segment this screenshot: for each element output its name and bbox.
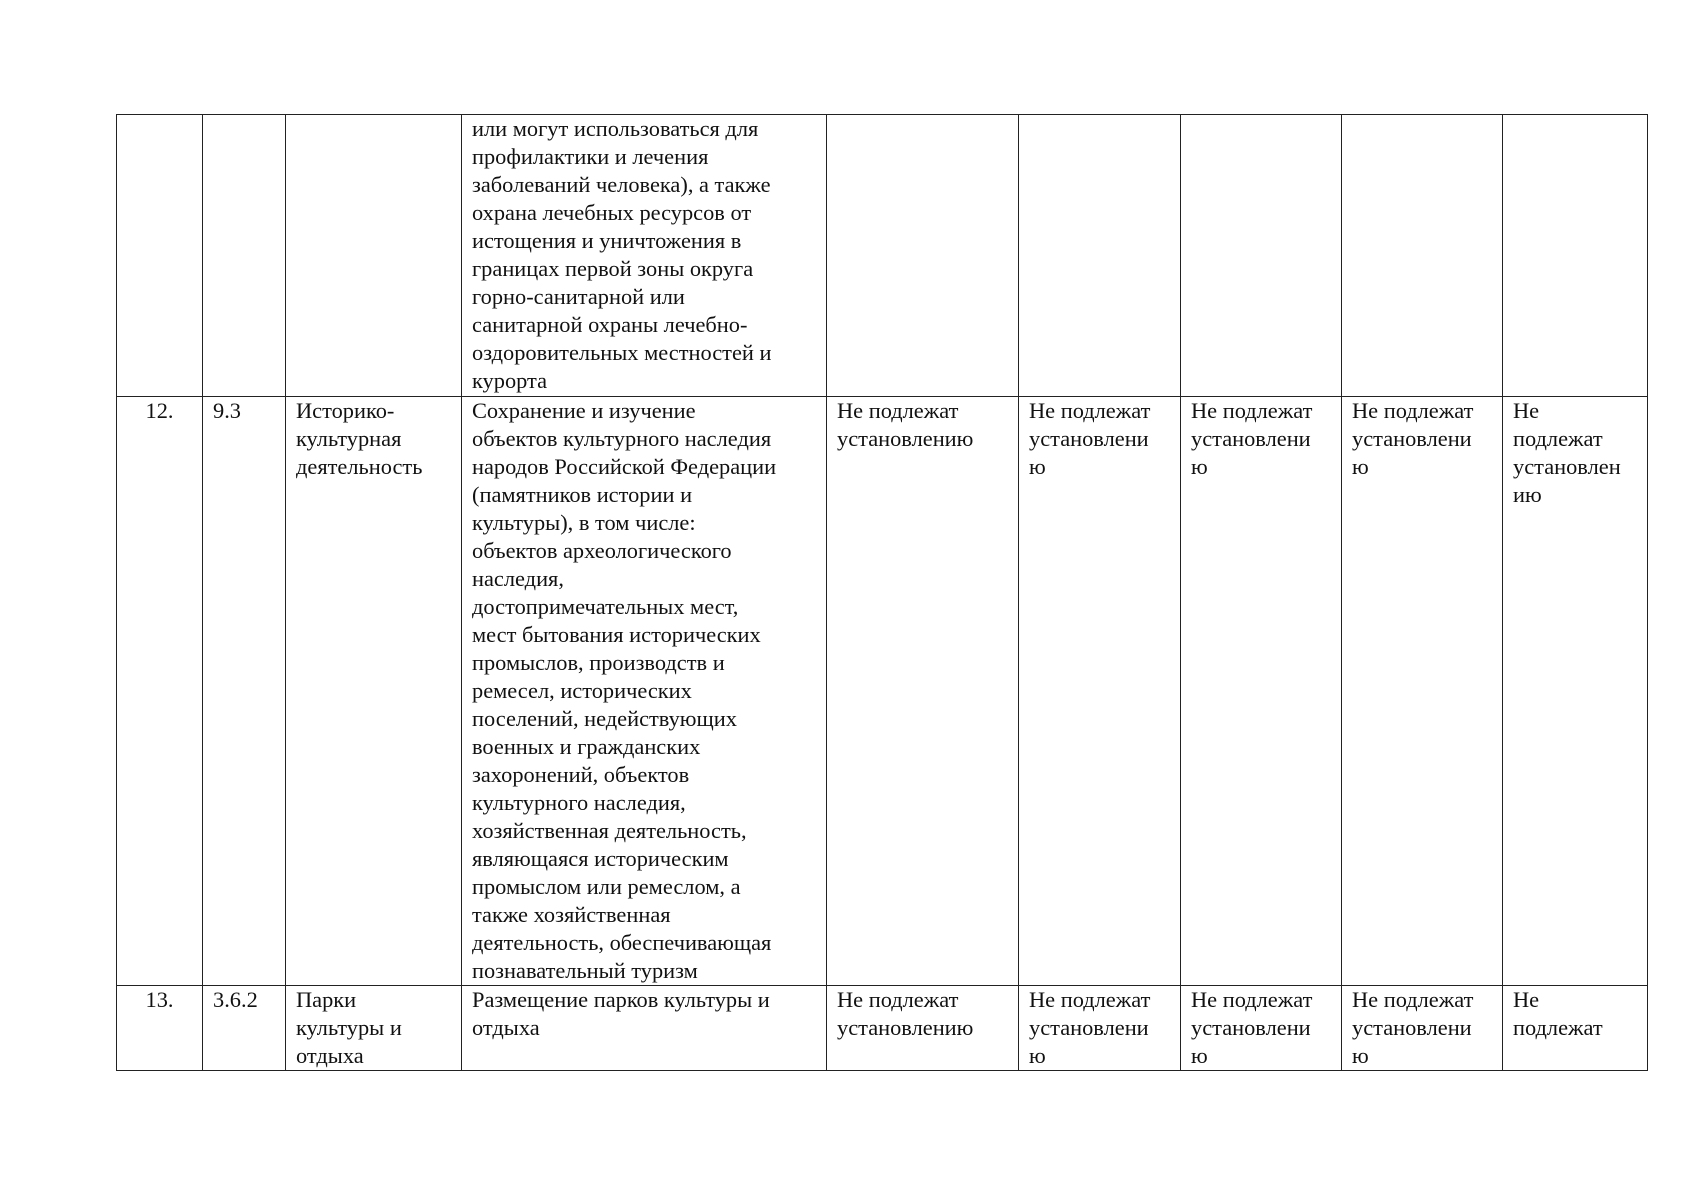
use-code: 3.6.2: [213, 987, 258, 1012]
row-number-cell: [117, 115, 203, 397]
code-cell: [203, 115, 286, 397]
param-value: Не подлежат установлен ию: [1513, 398, 1621, 507]
param-value: Не подлежат установлению: [837, 398, 974, 451]
row-number: 13.: [145, 987, 174, 1012]
param-cell-7: [1181, 986, 1342, 1071]
param-value: Не подлежат установлени ю: [1029, 987, 1151, 1068]
param-cell-6: [1019, 115, 1181, 397]
param-value: Не подлежат установлению: [837, 987, 974, 1040]
use-description: Сохранение и изучение объектов культурного наследия народов Российской Федерации (памятников истории и культуры), в том числе: объектов археологического наследия, достопримечательных мест, мест бытования исторических промыслов, производств и ремесел, исторических поселений, недействующих военных и гражданских захоронений, объектов культурного наследия, хозяйственная деятельность, являющаяся историческим промыслом или ремеслом, а также хозяйственная деятельность, обеспечивающая познавательный туризм: [472, 398, 777, 983]
param-value: Не подлежат установлени ю: [1352, 987, 1474, 1068]
param-cell-5: [827, 397, 1019, 986]
param-value: Не подлежат установлени ю: [1352, 398, 1474, 479]
name-cell: [286, 986, 462, 1071]
param-cell-7: [1181, 397, 1342, 986]
use-name: Парки культуры и отдыха: [296, 987, 402, 1068]
table-row-continuation: [117, 115, 1648, 397]
param-value: Не подлежат: [1513, 987, 1603, 1040]
param-cell-5: [827, 115, 1019, 397]
table-row-13: [117, 986, 1648, 1071]
param-cell-9: [1503, 397, 1648, 986]
param-cell-6: [1019, 397, 1181, 986]
param-cell-9: [1503, 115, 1648, 397]
code-cell: [203, 397, 286, 986]
code-cell: [203, 986, 286, 1071]
param-value: Не подлежат установлени ю: [1029, 398, 1151, 479]
param-cell-7: [1181, 115, 1342, 397]
param-cell-8: [1342, 397, 1503, 986]
param-cell-5: [827, 986, 1019, 1071]
use-description: Размещение парков культуры и отдыха: [472, 987, 770, 1040]
name-cell: [286, 397, 462, 986]
row-number-cell: [117, 986, 203, 1071]
param-value: Не подлежат установлени ю: [1191, 398, 1313, 479]
description-cell: [462, 986, 827, 1071]
description-cell: [462, 115, 827, 397]
table-row-12: [117, 397, 1648, 986]
param-cell-9: [1503, 986, 1648, 1071]
use-code: 9.3: [213, 398, 241, 423]
zoning-regulations-table: [116, 114, 1648, 1071]
param-cell-8: [1342, 115, 1503, 397]
row-number-cell: [117, 397, 203, 986]
use-description: или могут использоваться для профилактики и лечения заболеваний человека), а также охрана лечебных ресурсов от истощения и уничтожения в границах первой зоны округа горно-санитарной или санитарной охраны лечебно- оздоровительных местностей и курорта: [472, 116, 772, 393]
row-number: 12.: [145, 398, 174, 423]
name-cell: [286, 115, 462, 397]
use-name: Историко- культурная деятельность: [296, 398, 423, 479]
description-cell: [462, 397, 827, 986]
param-value: Не подлежат установлени ю: [1191, 987, 1313, 1068]
param-cell-6: [1019, 986, 1181, 1071]
param-cell-8: [1342, 986, 1503, 1071]
